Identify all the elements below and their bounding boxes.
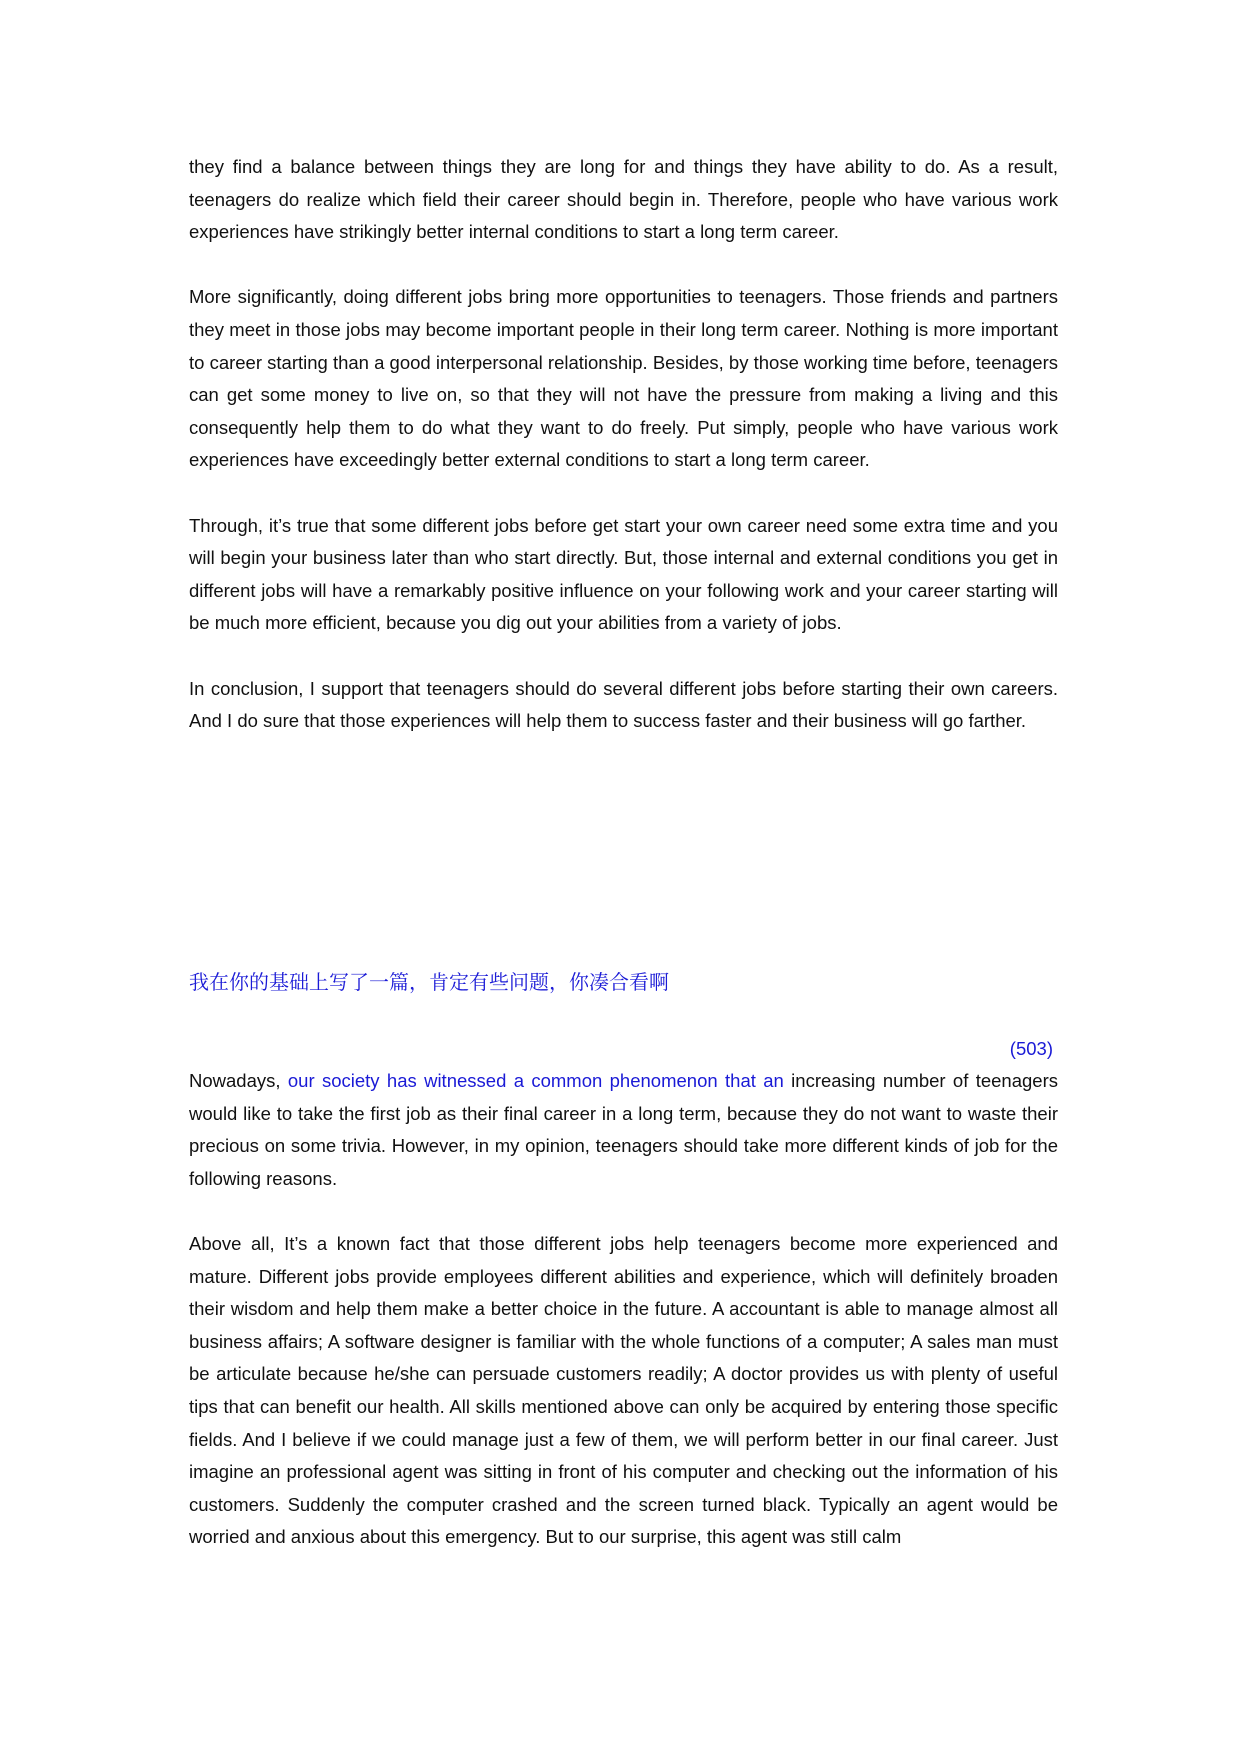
chinese-annotation: 我在你的基础上写了一篇，肯定有些问题，你凑合看啊 bbox=[189, 970, 669, 994]
paragraph-through: Through, it’s true that some different jobs before get start your own career need some extra time and you will begin your business later than who start directly. But, those internal and external conditions you get in different jobs will have a remarkably positive influence on your following work and your career starting will be much more efficient, because you dig out your abilities from a variety of jobs. bbox=[189, 514, 1058, 634]
paragraph-conclusion: In conclusion, I support that teenagers should do several different jobs before starting their own careers. And I do sure that those experiences will help them to success faster and their business will go farther. bbox=[189, 677, 1058, 732]
intro-lead: Nowadays, bbox=[189, 1070, 288, 1091]
paragraph-above-all: Above all, It’s a known fact that those different jobs help teenagers become more experienced and mature. Different jobs provide employees different abilities and experience, which will definitely broaden their wisdom and help them make a better choice in the future. A accountant is able to manage almost all business affairs; A software designer is familiar with the whole functions of a computer; A sales man must be articulate because he/she can persuade customers readily; A doctor provides us with plenty of useful tips that can benefit our health. All skills mentioned above can only be acquired by entering those specific fields. And I believe if we could manage just a few of them, we will perform better in our final career. Just imagine an professional agent was sitting in front of his computer and checking out the information of his customers. Suddenly the computer crashed and the screen turned black. Typically an agent would be worried and anxious about this emergency. But to our surprise, this agent was still calm bbox=[189, 1232, 1058, 1548]
paragraph-opportunities: More significantly, doing different jobs bring more opportunities to teenagers. Those friends and partners they meet in those jobs may become important people in their long term career. Nothing is more important to career starting than a good interpersonal relationship. Besides, by those working time before, teenagers can get some money to live on, so that they will not have the pressure from making a living and this consequently help them to do what they want to do freely. Put simply, people who have various work experiences have exceedingly better external conditions to start a long term career. bbox=[189, 286, 1058, 471]
paragraph-balance: they find a balance between things they are long for and things they have ability to do. As a result, teenagers do realize which field their career should begin in. Therefore, people who have various work experiences have strikingly better internal conditions to start a long term career. bbox=[189, 156, 1058, 243]
top-text-block bbox=[189, 151, 1058, 738]
intro-highlight: our society has witnessed a common phenomenon that an bbox=[287, 1070, 784, 1091]
revised-text-block bbox=[189, 1065, 1058, 1554]
paragraph-nowadays bbox=[189, 1065, 1058, 1195]
intro-rest: increasing number of teenagers would like to take the first job as their final career in a long term, because they do not want to waste their precious on some trivia. However, in my opinion, teenagers should take more different kinds of job for the following reasons. bbox=[189, 1070, 1059, 1189]
word-count: (503) bbox=[1009, 1038, 1053, 1059]
